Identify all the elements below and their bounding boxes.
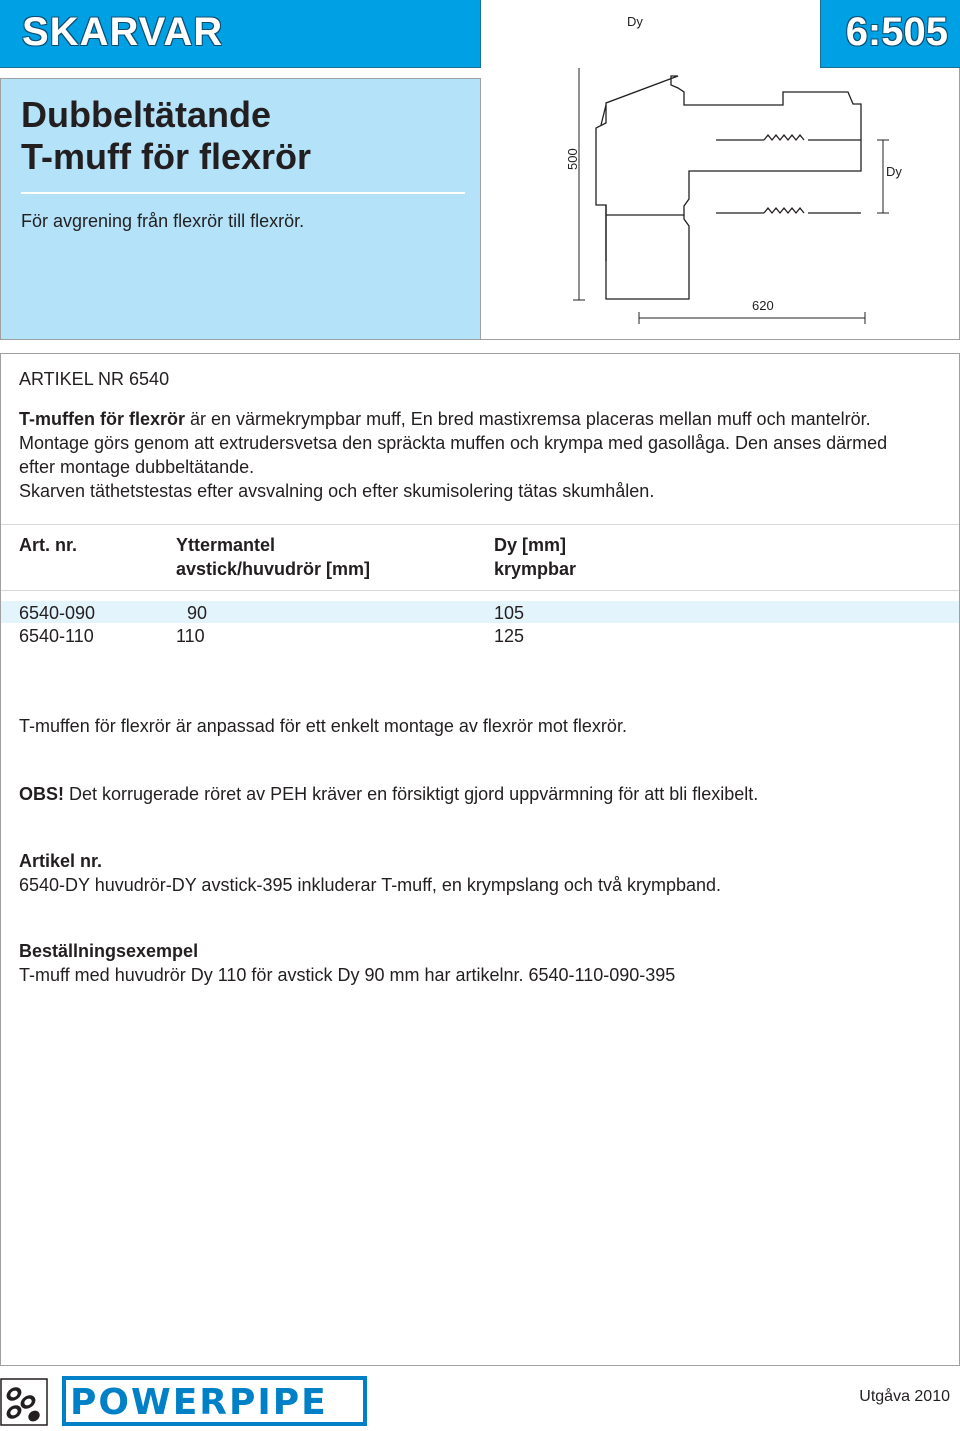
pipes-logo-icon bbox=[0, 1378, 48, 1426]
section-title: SKARVAR bbox=[22, 10, 224, 54]
dim-label-620: 620 bbox=[752, 298, 774, 313]
col-header-yttermantel: Yttermantel bbox=[176, 535, 276, 555]
obs-label: OBS! bbox=[19, 784, 64, 804]
content-panel bbox=[0, 353, 960, 1366]
logo-wordmark: POWERPIPE bbox=[70, 1382, 328, 1423]
artikel-text: 6540-DY huvudrör-DY avstick-395 inkluderar T-muff, en krympslang och två krympband. bbox=[19, 875, 721, 895]
title-line-1: Dubbeltätande bbox=[21, 94, 272, 135]
article-intro-bold: T-muffen för flexrör bbox=[19, 409, 186, 429]
article-heading: ARTIKEL NR 6540 bbox=[19, 369, 170, 389]
page-code: 6:505 bbox=[845, 10, 948, 54]
montage-note: T-muffen för flexrör är anpassad för ett enkelt montage av flexrör mot flexrör. bbox=[19, 716, 627, 736]
article-line-2: Montage görs genom att extrudersvetsa den spräckta muffen och krympa med gasollåga. Den anses därmed bbox=[19, 433, 888, 453]
table-cell-dy: 125 bbox=[494, 626, 525, 646]
title-divider bbox=[21, 192, 465, 194]
order-example-label: Beställningsexempel bbox=[19, 941, 199, 961]
col-header-dy-sub: krympbar bbox=[494, 559, 577, 579]
title-panel bbox=[0, 78, 481, 340]
artikel-label: Artikel nr. bbox=[19, 851, 103, 871]
header-page-code-bar bbox=[820, 0, 960, 68]
table-row-highlight bbox=[1, 601, 959, 623]
article-line-3: efter montage dubbeltätande. bbox=[19, 457, 255, 477]
table-cell-artnr: 6540-090 bbox=[19, 603, 96, 623]
table-cell-artnr: 6540-110 bbox=[19, 626, 94, 646]
dim-label-dy-top: Dy bbox=[627, 14, 643, 29]
table-header-divider bbox=[1, 590, 959, 591]
article-line-4: Skarven täthetstestas efter avsvalning och efter skumisolering tätas skumhålen. bbox=[19, 481, 655, 501]
dim-label-500: 500 bbox=[565, 148, 580, 170]
table-cell-avstick: 90 bbox=[187, 603, 208, 623]
col-header-art-nr: Art. nr. bbox=[19, 535, 78, 555]
powerpipe-logo bbox=[62, 1376, 367, 1426]
col-header-dy: Dy [mm] bbox=[494, 535, 567, 555]
page-subtitle: För avgrening från flexrör till flexrör. bbox=[21, 211, 305, 231]
t-muff-drawing bbox=[481, 68, 960, 340]
table-cell-avstick: 110 bbox=[176, 626, 205, 646]
article-intro-rest: är en värmekrympbar muff, En bred mastixremsa placeras mellan muff och mantelrör. bbox=[185, 409, 871, 429]
order-example-text: T-muff med huvudrör Dy 110 för avstick Dy 90 mm har artikelnr. 6540-110-090-395 bbox=[19, 965, 676, 985]
obs-text: Det korrugerade röret av PEH kräver en försiktigt gjord uppvärmning för att bli flexibelt. bbox=[64, 784, 759, 804]
obs-note bbox=[19, 782, 758, 806]
technical-drawing-panel bbox=[481, 68, 960, 340]
header-section-bar bbox=[0, 0, 481, 68]
title-line-2: T-muff för flexrör bbox=[21, 136, 312, 177]
page-title bbox=[21, 94, 311, 178]
col-header-yttermantel-sub: avstick/huvudrör [mm] bbox=[176, 559, 371, 579]
table-top-divider bbox=[1, 524, 959, 525]
dim-label-dy-right: Dy bbox=[886, 164, 902, 179]
edition-label: Utgåva 2010 bbox=[859, 1388, 950, 1405]
table-cell-dy: 105 bbox=[494, 603, 525, 623]
article-intro bbox=[19, 407, 871, 431]
